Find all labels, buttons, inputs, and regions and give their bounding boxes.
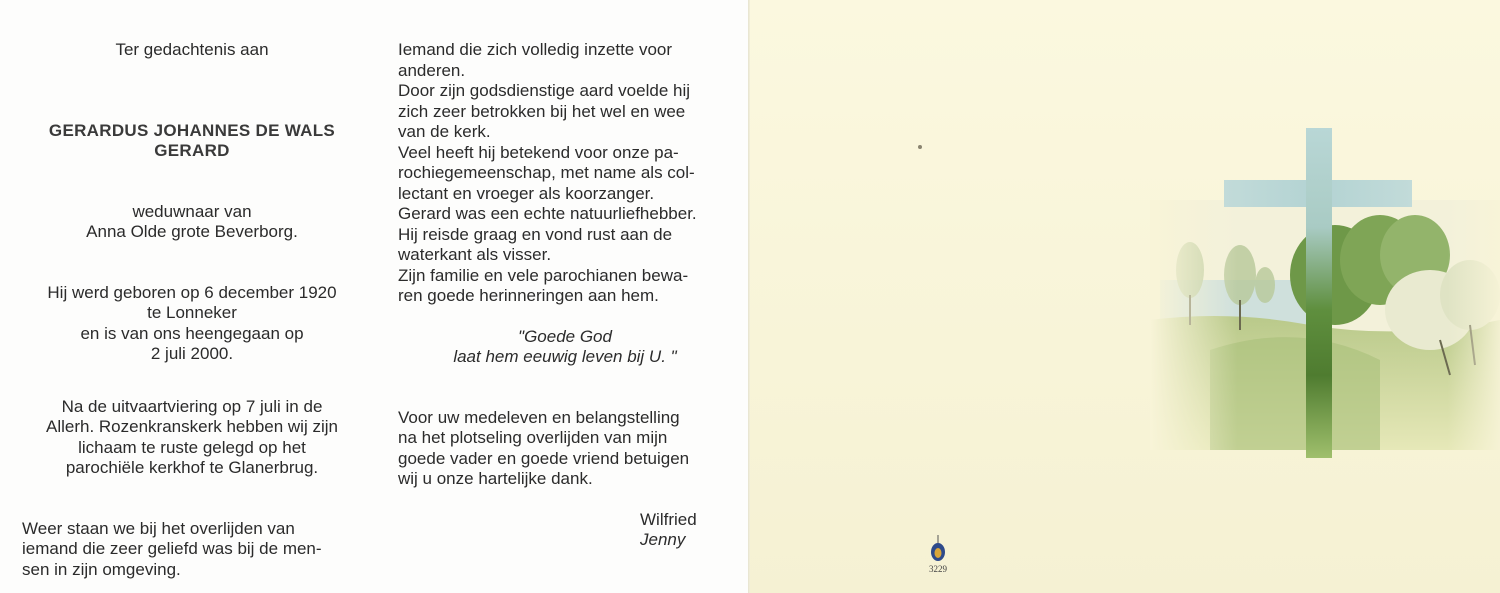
- biography-line: Gerard was een echte natuurliefhebber.: [398, 204, 697, 223]
- biography-line: ren goede herinneringen aan hem.: [398, 286, 659, 305]
- funeral-text-line: parochiële kerkhof te Glanerbrug.: [65, 458, 319, 477]
- thanks-line: Voor uw medeleven en belangstelling: [398, 407, 680, 427]
- signature-block: [640, 510, 732, 551]
- card-fold: [748, 0, 750, 593]
- biography-line: anderen.: [398, 60, 466, 80]
- deceased-call-name: GERARD: [154, 141, 230, 160]
- birth-place: te Lonneker: [147, 303, 237, 322]
- biography-line: Veel heeft hij betekend voor onze pa-: [398, 142, 679, 162]
- thanks-line: goede vader en goede vriend betuigen: [398, 448, 690, 468]
- biography-line: Zijn familie en vele parochianen bewa-: [398, 265, 689, 285]
- biography-line: Door zijn godsdienstige aard voelde hij: [398, 81, 691, 100]
- widower-line: weduwnaar van: [132, 201, 252, 221]
- signature-name: Wilfried: [640, 509, 697, 529]
- printer-logo-icon: [928, 535, 948, 563]
- speck: [918, 145, 922, 149]
- biography-line: lectant en vroeger als koorzanger.: [398, 183, 655, 203]
- biography-line: Hij reisde graag en vond rust aan de: [398, 224, 673, 244]
- signature-name: Jenny: [640, 530, 686, 549]
- thanks-line: wij u onze hartelijke dank.: [398, 469, 593, 488]
- print-number: 3229: [929, 564, 947, 574]
- funeral-text-line: Na de uitvaartviering op 7 juli in de: [61, 396, 323, 416]
- prayer-quote: "Goede God: [518, 326, 612, 346]
- biography-line: van de kerk.: [398, 122, 491, 141]
- tribute-text-line: iemand die zeer geliefd was bij de men-: [22, 539, 322, 558]
- death-date: 2 juli 2000.: [150, 344, 234, 363]
- spouse-name: Anna Olde grote Beverborg.: [86, 222, 298, 241]
- biography-line: zich zeer betrokken bij het wel en wee: [398, 101, 686, 121]
- birth-text: Hij werd geboren op 6 december 1920: [47, 282, 337, 302]
- tribute-text-line: sen in zijn omgeving.: [22, 559, 181, 579]
- memorial-text-column-right: [398, 40, 732, 551]
- biography-line: rochiegemeenschap, met name als col-: [398, 163, 695, 182]
- biography-line: waterkant als visser.: [398, 245, 552, 264]
- prayer-quote: laat hem eeuwig leven bij U. ": [453, 347, 677, 366]
- funeral-text-line: lichaam te ruste gelegd op het: [78, 437, 306, 457]
- cross-vertical-beam: [1306, 128, 1332, 458]
- tribute-text-line: Weer staan we bij het overlijden van: [22, 518, 295, 538]
- death-text: en is van ons heengegaan op: [80, 323, 304, 343]
- deceased-full-name: GERARDUS JOHANNES DE WALS: [48, 120, 336, 140]
- funeral-text-line: Allerh. Rozenkranskerk hebben wij zijn: [46, 417, 338, 436]
- biography-line: Iemand die zich volledig inzette voor: [398, 40, 673, 59]
- memorial-text-column-left: [22, 40, 362, 580]
- thanks-line: na het plotseling overlijden van mijn: [398, 428, 668, 447]
- intro-text: Ter gedachtenis aan: [115, 40, 269, 59]
